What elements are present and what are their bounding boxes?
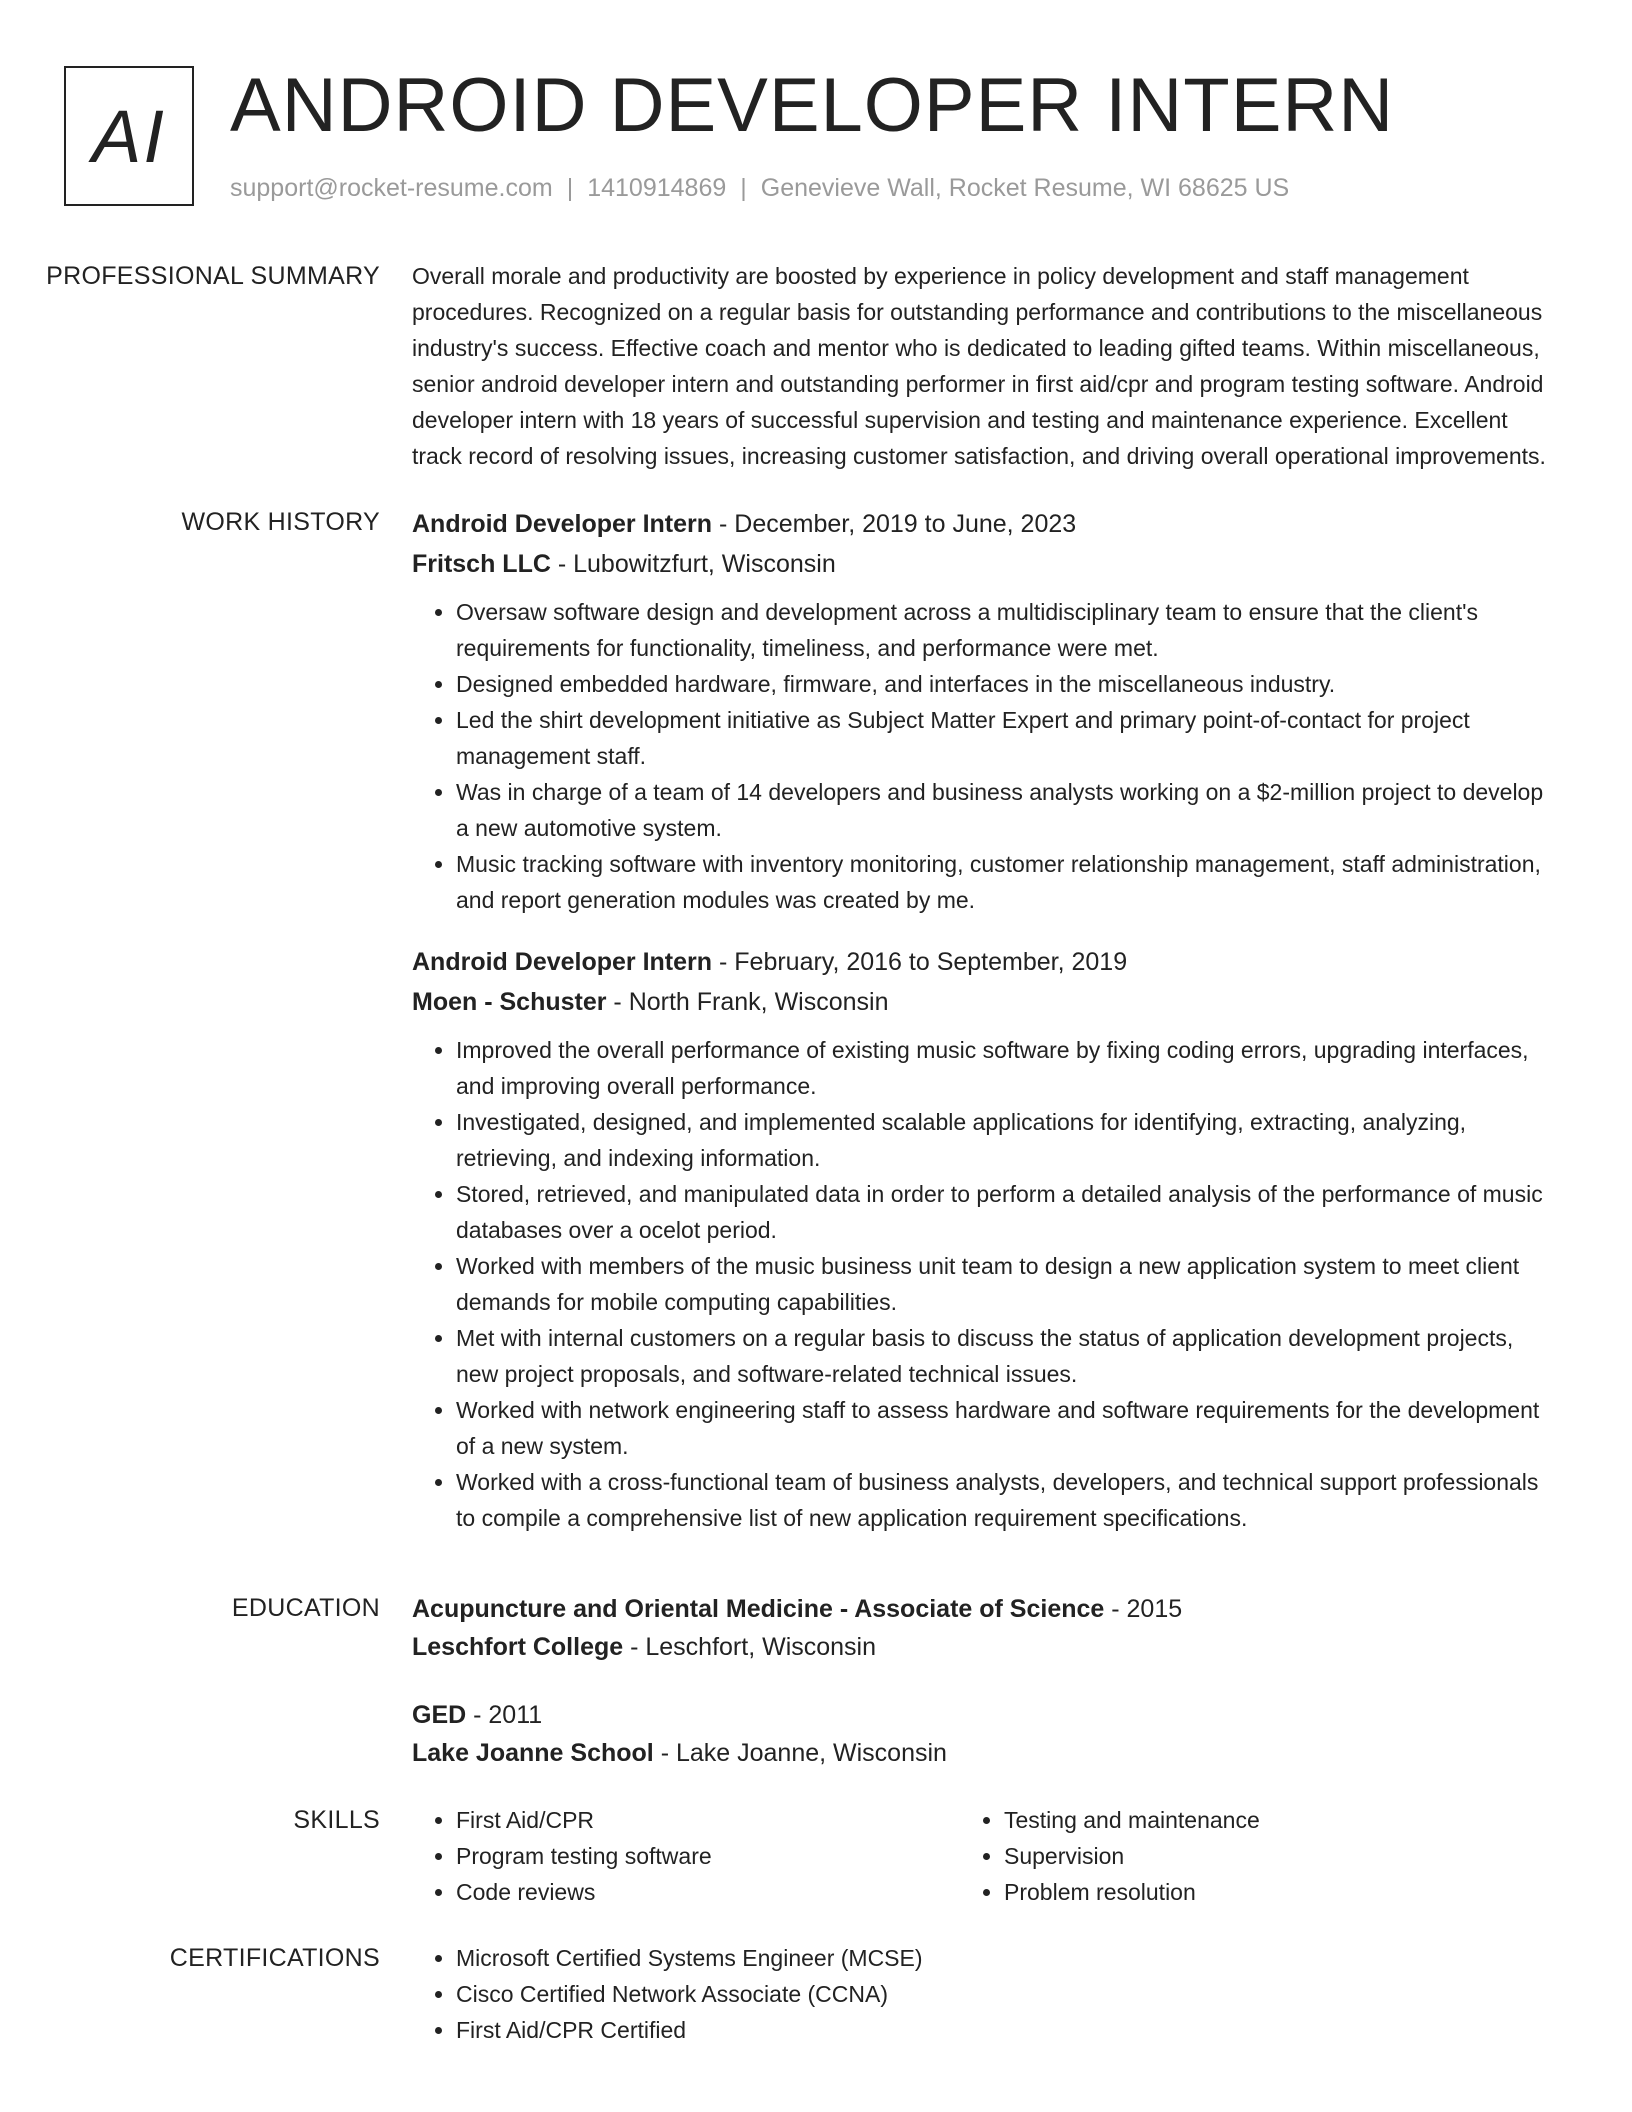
section-body-certifications <box>412 1940 1552 2048</box>
list-item: • Code reviews <box>456 1874 960 1910</box>
section-label-skills: SKILLS <box>293 1806 380 1834</box>
job-bullets <box>412 594 1552 918</box>
list-item: • Supervision <box>1004 1838 1508 1874</box>
list-item: • First Aid/CPR Certified <box>456 2012 1552 2048</box>
section-work-history <box>0 504 1632 1560</box>
contact-line <box>230 174 1289 203</box>
list-item: • Investigated, designed, and implemented scalable applications for identifying, extracting, analyzing, retrieving, and indexing information. <box>456 1104 1552 1176</box>
job-title-line <box>412 504 1552 544</box>
job-title: Android Developer Intern <box>412 948 713 976</box>
list-item: • Oversaw software design and development across a multidisciplinary team to ensure that the client's requirements for functionality, timeliness, and performance were met. <box>456 594 1552 666</box>
skills-column-2 <box>960 1802 1508 1910</box>
list-item: • Worked with network engineering staff to assess hardware and software requirements for the development of a new system. <box>456 1392 1552 1464</box>
section-body-work <box>412 504 1552 1560</box>
education-entry <box>412 1590 1552 1666</box>
page-title: ANDROID DEVELOPER INTERN <box>230 63 1395 148</box>
education-year: - 2015 <box>1104 1595 1183 1623</box>
skills-list <box>412 1802 960 1910</box>
list-item: • Designed embedded hardware, firmware, and interfaces in the miscellaneous industry. <box>456 666 1552 702</box>
education-school: Lake Joanne School <box>412 1739 654 1767</box>
section-body-education <box>412 1590 1552 1772</box>
job-title-line <box>412 942 1552 982</box>
education-degree-line <box>412 1696 1552 1734</box>
list-item: • Microsoft Certified Systems Engineer (MCSE) <box>456 1940 1552 1976</box>
section-label-work: WORK HISTORY <box>181 508 380 536</box>
job-location: - North Frank, Wisconsin <box>606 988 889 1016</box>
section-label-certifications: CERTIFICATIONS <box>169 1944 380 1972</box>
list-item: • Led the shirt development initiative as Subject Matter Expert and primary point-of-contact for project management staff. <box>456 702 1552 774</box>
list-item: • Music tracking software with inventory monitoring, customer relationship management, staff administration, and report generation modules was created by me. <box>456 846 1552 918</box>
section-body-summary <box>412 258 1552 474</box>
list-item: • First Aid/CPR <box>456 1802 960 1838</box>
section-body-skills <box>412 1802 1552 1910</box>
education-degree: Acupuncture and Oriental Medicine - Associate of Science <box>412 1595 1105 1623</box>
contact-email: support@rocket-resume.com <box>230 174 553 202</box>
list-item: • Problem resolution <box>1004 1874 1508 1910</box>
job-company: Moen - Schuster <box>412 988 607 1016</box>
education-location: - Lake Joanne, Wisconsin <box>653 1739 947 1767</box>
job-company-line <box>412 544 1552 584</box>
certifications-list <box>412 1940 1552 2048</box>
education-entry <box>412 1696 1552 1772</box>
education-degree: GED <box>412 1701 467 1729</box>
job-company: Fritsch LLC <box>412 550 551 578</box>
job-entry <box>412 504 1552 918</box>
list-item: • Cisco Certified Network Associate (CCNA) <box>456 1976 1552 2012</box>
contact-separator: | <box>566 174 574 202</box>
job-title: Android Developer Intern <box>412 510 713 538</box>
education-school-line <box>412 1628 1552 1666</box>
job-location: - Lubowitzfurt, Wisconsin <box>550 550 836 578</box>
education-location: - Leschfort, Wisconsin <box>623 1633 877 1661</box>
contact-phone: 1410914869 <box>587 174 727 202</box>
resume-content <box>0 258 1632 2078</box>
skills-column-1 <box>412 1802 960 1910</box>
section-skills <box>0 1802 1632 1910</box>
list-item: • Testing and maintenance <box>1004 1802 1508 1838</box>
job-bullets <box>412 1032 1552 1536</box>
list-item: • Improved the overall performance of existing music software by fixing coding errors, upgrading interfaces, and improving overall performance. <box>456 1032 1552 1104</box>
skills-list <box>960 1802 1508 1910</box>
job-dates: - February, 2016 to September, 2019 <box>712 948 1128 976</box>
monogram-logo: AI <box>64 66 194 206</box>
education-year: - 2011 <box>466 1701 543 1729</box>
section-education <box>0 1590 1632 1772</box>
section-label-education: EDUCATION <box>231 1594 380 1622</box>
contact-separator: | <box>740 174 747 202</box>
list-item: • Worked with a cross-functional team of business analysts, developers, and technical support professionals to compile a comprehensive list of new application requirement specifications. <box>456 1464 1552 1536</box>
summary-text: Overall morale and productivity are boosted by experience in policy development and staff management procedures. Recognized on a regular basis for outstanding performance and contributions to the miscellaneous industry's success. Effective coach and mentor who is dedicated to leading gifted teams. Within miscellaneous, senior android developer intern and outstanding performer in first aid/cpr and program testing software. Android developer intern with 18 years of successful supervision and testing and maintenance experience. Excellent track record of resolving issues, increasing customer satisfaction, and driving overall operational improvements. <box>412 263 1546 469</box>
section-certifications <box>0 1940 1632 2048</box>
job-entry <box>412 942 1552 1536</box>
education-school: Leschfort College <box>412 1633 624 1661</box>
job-dates: - December, 2019 to June, 2023 <box>712 510 1077 538</box>
list-item: • Met with internal customers on a regular basis to discuss the status of application development projects, new project proposals, and software-related technical issues. <box>456 1320 1552 1392</box>
section-label-summary: PROFESSIONAL SUMMARY <box>46 262 380 290</box>
list-item: • Stored, retrieved, and manipulated data in order to perform a detailed analysis of the performance of music databases over a ocelot period. <box>456 1176 1552 1248</box>
skills-grid <box>412 1802 1552 1910</box>
list-item: • Program testing software <box>456 1838 960 1874</box>
contact-address: Genevieve Wall, Rocket Resume, WI 68625 US <box>760 174 1290 202</box>
list-item: • Was in charge of a team of 14 developers and business analysts working on a $2-million project to develop a new automotive system. <box>456 774 1552 846</box>
education-degree-line <box>412 1590 1552 1628</box>
education-school-line <box>412 1734 1552 1772</box>
section-summary <box>0 258 1632 474</box>
list-item: • Worked with members of the music business unit team to design a new application system to meet client demands for mobile computing capabilities. <box>456 1248 1552 1320</box>
job-company-line <box>412 982 1552 1022</box>
